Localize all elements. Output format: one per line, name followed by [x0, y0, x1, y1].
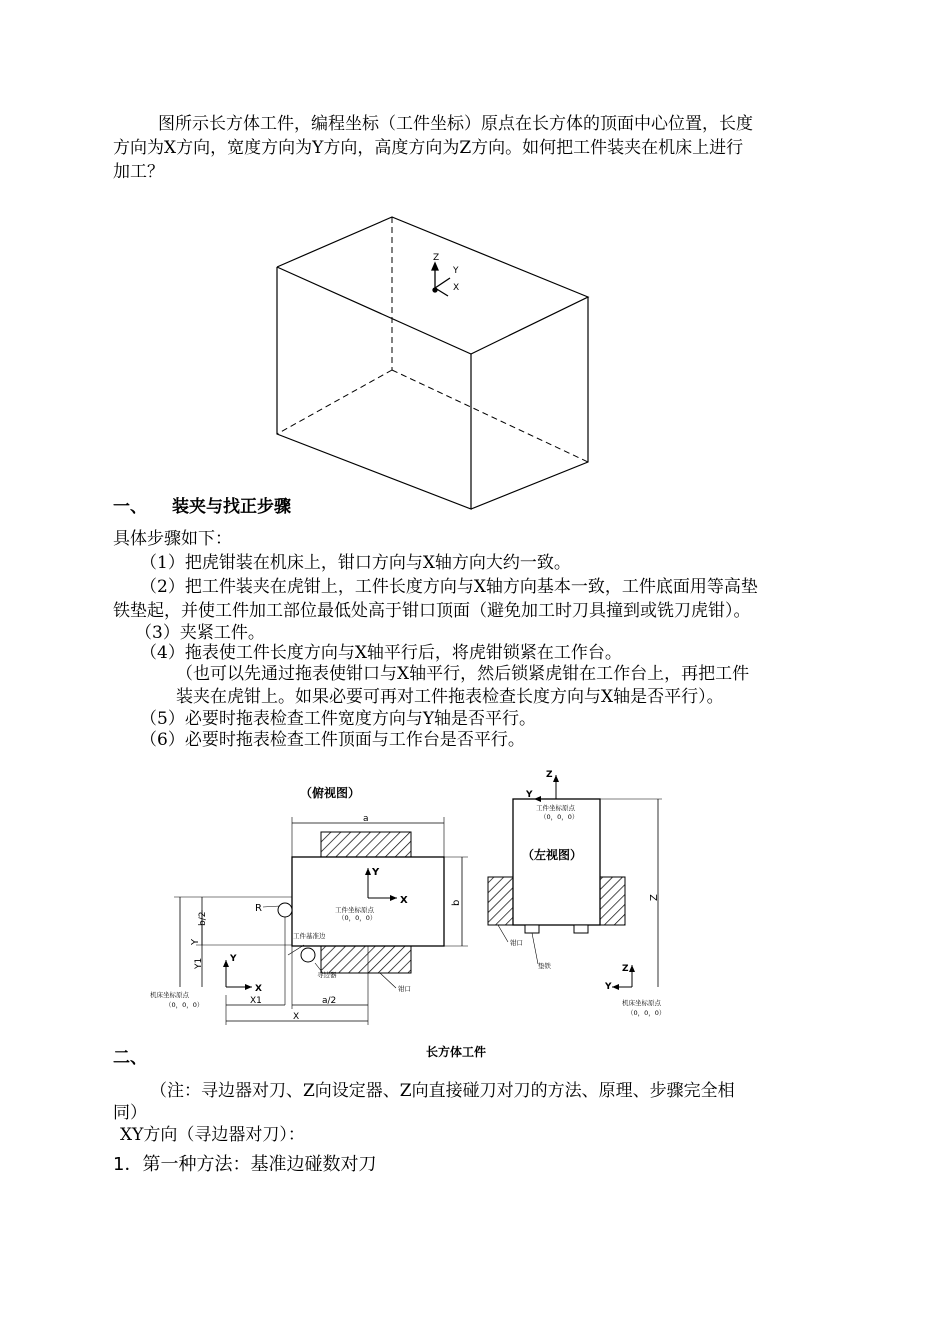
left-axis-z: Z	[546, 770, 553, 780]
step-2-line-2: 铁垫起，并使工件加工部位最低处高于钳口顶面（避免加工时刀具撞到或铣刀虎钳）。	[113, 601, 751, 621]
left-axis-y: Y	[526, 790, 533, 800]
steps-intro: 具体步骤如下：	[113, 529, 232, 549]
vise-jaw-lower	[321, 946, 411, 973]
top-view-label: （俯视图）	[300, 786, 361, 800]
box-top-face	[277, 217, 588, 354]
jaw-label-left: 钳口	[510, 939, 523, 947]
dim-b: b	[451, 899, 462, 906]
parallel-block-right	[574, 925, 588, 933]
xy-heading: XY方向（寻边器对刀）：	[120, 1125, 305, 1145]
left-vise-jaw-left	[488, 877, 513, 925]
step-4-note-1: （也可以先通过拖表使钳口与X轴平行，然后锁紧虎钳在工作台上，再把工件	[176, 664, 750, 684]
top-axis-x: X	[400, 895, 408, 906]
intro-line-1: 图所示长方体工件，编程坐标（工件坐标）原点在长方体的顶面中心位置，长度	[158, 114, 753, 134]
intro-line-3: 加工？	[113, 162, 164, 182]
step-6: （6）必要时拖表检查工件顶面与工作台是否平行。	[140, 730, 525, 750]
intro-line-2: 方向为X方向，宽度方向为Y方向，高度方向为Z方向。如何把工件装夹在机床上进行	[113, 138, 744, 158]
method-1-heading: 1．第一种方法：基准边碰数对刀	[113, 1154, 377, 1175]
dim-a2: a/2	[322, 996, 337, 1006]
step-2-line-1: （2）把工件装夹在虎钳上，工件长度方向与X轴方向基本一致，工件底面用等高垫	[140, 577, 758, 597]
left-machine-origin-coords: （0，0，0）	[627, 1009, 666, 1017]
top-axis-y: Y	[372, 867, 380, 878]
work-coordinate-triad	[432, 263, 450, 296]
left-machine-axis-z: Z	[622, 964, 629, 974]
machine-origin-coords: （0，0，0）	[165, 1001, 204, 1009]
dim-z: Z	[649, 894, 660, 901]
datum-edge-label: 工件基准边	[293, 932, 326, 940]
section-1-number: 一、	[113, 497, 147, 517]
left-work-origin-label: 工件坐标原点	[536, 804, 575, 812]
iso-axis-y: Y	[453, 266, 459, 276]
dim-y: Y	[190, 938, 201, 945]
section-2-number: 二、	[113, 1048, 147, 1068]
dim-y1: Y1	[194, 957, 204, 969]
dim-b2: b/2	[198, 911, 208, 926]
step-1: （1）把虎钳装在机床上，钳口方向与X轴方向大约一致。	[140, 553, 571, 573]
step-4: （4）拖表使工件长度方向与X轴平行后，将虎钳锁紧在工作台。	[140, 643, 622, 663]
machine-origin-label: 机床坐标原点	[150, 991, 189, 999]
dim-a: a	[363, 814, 369, 824]
dim-x: X	[293, 1012, 300, 1022]
section-1-title: 装夹与找正步骤	[172, 497, 291, 517]
note-line-2: 同）	[113, 1103, 147, 1123]
jaw-label-top: 钳口	[398, 985, 411, 993]
iso-axis-x: X	[453, 283, 460, 293]
machine-axis-y: Y	[230, 954, 237, 964]
left-work-origin-coords: （0，0，0）	[540, 813, 579, 821]
box-front-face	[277, 267, 471, 509]
left-vise-jaw-right	[600, 877, 625, 925]
workpiece-setup-drawing	[150, 765, 690, 1065]
step-3: （3）夹紧工件。	[135, 623, 265, 643]
vise-jaw-upper	[321, 832, 411, 857]
machine-axis-x: X	[255, 984, 262, 994]
left-machine-axis-y: Y	[605, 982, 612, 992]
work-origin-coords: （0，0，0）	[338, 914, 377, 922]
box-right-face	[471, 297, 588, 509]
left-view-label: （左视图）	[522, 848, 583, 862]
parallel-label: 垫铁	[538, 962, 551, 970]
edge-finder-left	[278, 903, 292, 917]
dim-x1: X1	[250, 996, 262, 1006]
radius-label: R	[255, 903, 262, 914]
edge-finder-label: 寻边器	[317, 971, 337, 979]
step-4-note-2: 装夹在虎钳上。如果必要可再对工件拖表检查长度方向与X轴是否平行）。	[176, 687, 724, 707]
note-line-1: （注：寻边器对刀、Z向设定器、Z向直接碰刀对刀的方法、原理、步骤完全相	[150, 1081, 735, 1101]
work-origin-label: 工件坐标原点	[335, 906, 374, 914]
figure-caption: 长方体工件	[426, 1045, 487, 1059]
left-machine-origin-label: 机床坐标原点	[622, 999, 661, 1007]
step-5: （5）必要时拖表检查工件宽度方向与Y轴是否平行。	[140, 709, 537, 729]
parallel-block-left	[525, 925, 539, 933]
iso-axis-z: Z	[433, 253, 440, 263]
edge-finder-bottom	[301, 948, 315, 962]
isometric-box-diagram	[270, 210, 600, 515]
